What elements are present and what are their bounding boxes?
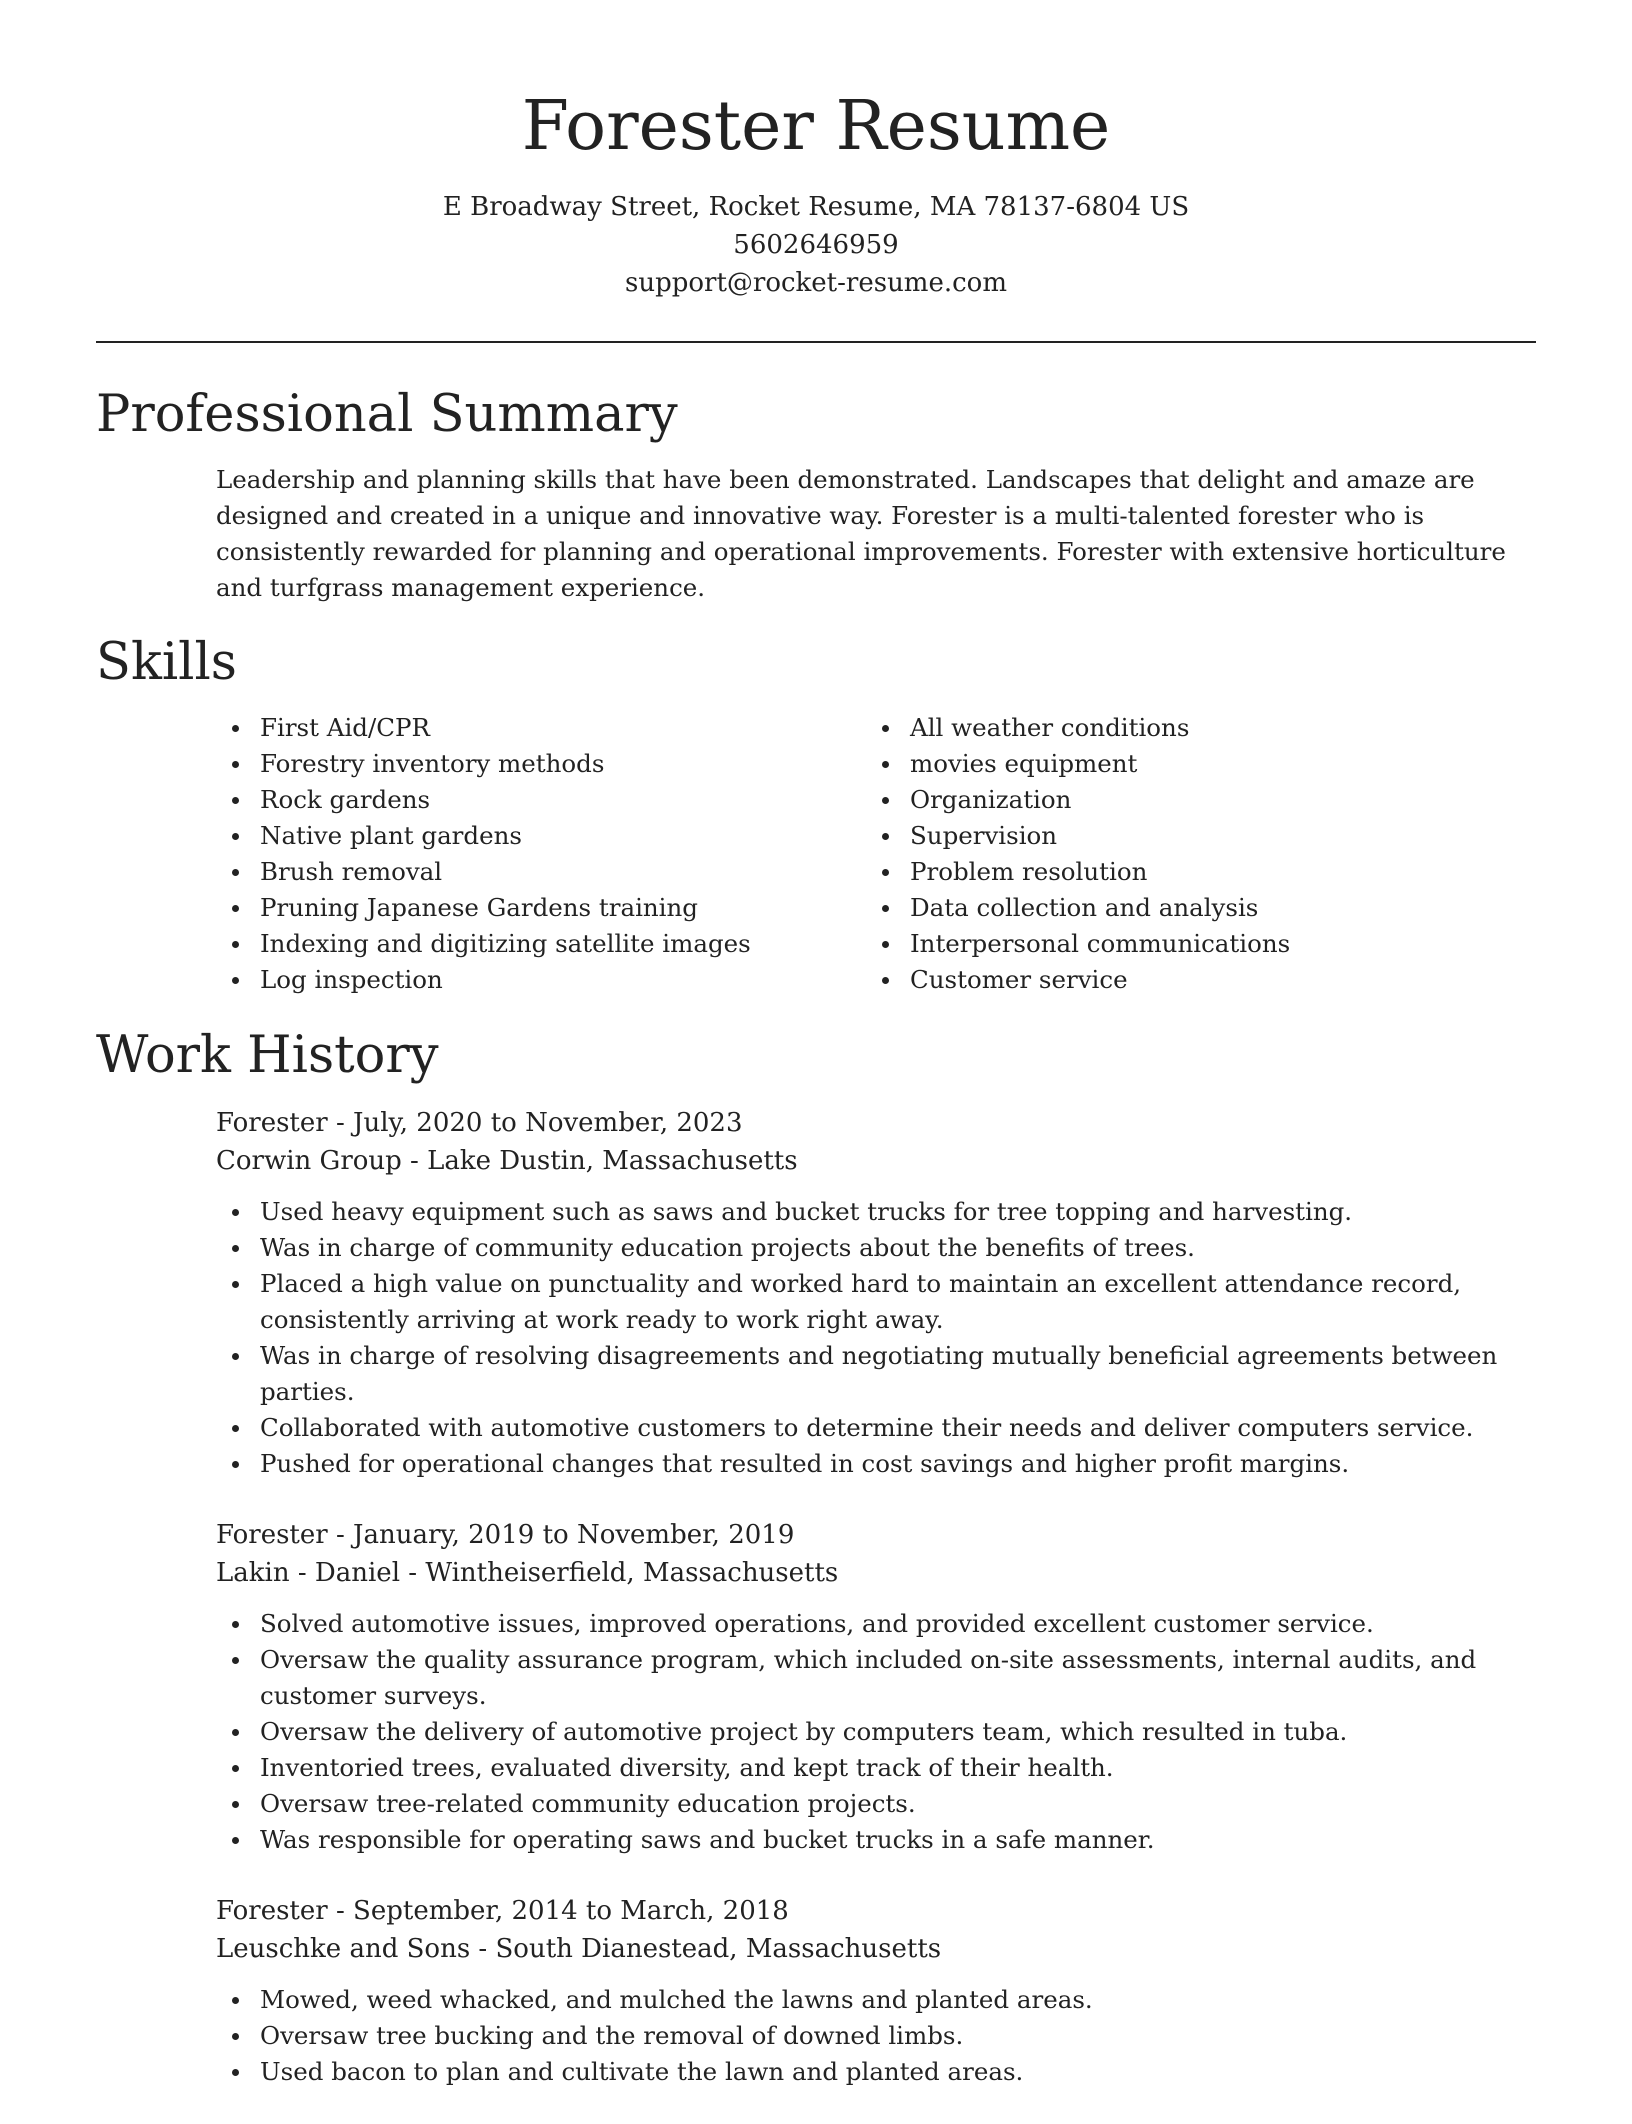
work-history-list bbox=[216, 1104, 1536, 2124]
job-entry bbox=[216, 1516, 1536, 1858]
job-bullets bbox=[216, 1982, 1536, 2090]
job-location: South Dianestead, Massachusetts bbox=[495, 1934, 942, 1964]
job-dates: January, 2019 to November, 2019 bbox=[353, 1520, 795, 1550]
skills-column-left bbox=[216, 710, 866, 998]
skill-item: Log inspection bbox=[216, 962, 866, 998]
skills-list bbox=[216, 710, 1536, 998]
job-bullet-item: Pushed for operational changes that resulted in cost savings and higher profit margins. bbox=[216, 1446, 1536, 1482]
job-position: Forester bbox=[216, 1896, 328, 1926]
contact-phone: 5602646959 bbox=[733, 230, 899, 260]
job-location: Lake Dustin, Massachusetts bbox=[427, 1146, 798, 1176]
resume-header bbox=[0, 0, 1632, 302]
job-bullet-item: Was in charge of community education projects about the benefits of trees. bbox=[216, 1230, 1536, 1266]
job-position: Forester bbox=[216, 1108, 328, 1138]
skills-heading: Skills bbox=[96, 633, 237, 692]
job-bullet-item: Used heavy equipment such as saws and bucket trucks for tree topping and harvesting. bbox=[216, 1194, 1536, 1230]
job-position: Forester bbox=[216, 1520, 328, 1550]
job-bullet-item: Collaborated with automotive customers to determine their needs and deliver computers service. bbox=[216, 1410, 1536, 1446]
job-company-line: Lakin - Daniel - Wintheiserfield, Massachusetts bbox=[216, 1558, 839, 1588]
skill-item: Brush removal bbox=[216, 854, 866, 890]
job-bullet-item: Oversaw the delivery of automotive project by computers team, which resulted in tuba. bbox=[216, 1714, 1536, 1750]
contact-email: support@rocket-resume.com bbox=[624, 268, 1007, 298]
skill-item: Pruning Japanese Gardens training bbox=[216, 890, 866, 926]
job-title-line: Forester - January, 2019 to November, 2019 bbox=[216, 1520, 795, 1550]
skill-item: Supervision bbox=[866, 818, 1516, 854]
job-bullet-item: Oversaw the quality assurance program, which included on-site assessments, internal audits, and customer surveys. bbox=[216, 1642, 1536, 1714]
skill-item: Problem resolution bbox=[866, 854, 1516, 890]
skill-item: Data collection and analysis bbox=[866, 890, 1516, 926]
skill-item: Organization bbox=[866, 782, 1516, 818]
contact-address: E Broadway Street, Rocket Resume, MA 78137-6804 US bbox=[442, 192, 1190, 222]
job-bullet-item: Placed a high value on punctuality and worked hard to maintain an excellent attendance record, consistently arriving at work ready to work right away. bbox=[216, 1266, 1536, 1338]
skill-item: Interpersonal communications bbox=[866, 926, 1516, 962]
job-company: Corwin Group bbox=[216, 1146, 402, 1176]
job-bullets bbox=[216, 1194, 1536, 1482]
job-company: Lakin - Daniel bbox=[216, 1558, 401, 1588]
header-divider bbox=[96, 341, 1536, 343]
resume-title: Forester Resume bbox=[521, 87, 1111, 166]
job-entry bbox=[216, 1104, 1536, 1482]
job-title-line: Forester - July, 2020 to November, 2023 bbox=[216, 1108, 743, 1138]
skill-item: First Aid/CPR bbox=[216, 710, 866, 746]
skill-item: Indexing and digitizing satellite images bbox=[216, 926, 866, 962]
job-bullet-item: Used bacon to plan and cultivate the lawn and planted areas. bbox=[216, 2054, 1536, 2090]
summary-text: Leadership and planning skills that have been demonstrated. Landscapes that delight and amaze are designed and created in a unique and innovative way. Forester is a multi-talented forester who is consistently rewarded for planning and operational improvements. Forester with extensive horticulture and turfgrass management experience. bbox=[216, 465, 1506, 602]
job-bullet-item: Was responsible for operating saws and bucket trucks in a safe manner. bbox=[216, 1822, 1536, 1858]
skill-item: Rock gardens bbox=[216, 782, 866, 818]
skill-item: Native plant gardens bbox=[216, 818, 866, 854]
job-title-line: Forester - September, 2014 to March, 2018 bbox=[216, 1896, 789, 1926]
job-bullet-item: Was in charge of resolving disagreements and negotiating mutually beneficial agreements between parties. bbox=[216, 1338, 1536, 1410]
job-bullet-item: Oversaw tree-related community education projects. bbox=[216, 1786, 1536, 1822]
skills-column-right bbox=[866, 710, 1516, 998]
job-dates: July, 2020 to November, 2023 bbox=[353, 1108, 743, 1138]
skill-item: All weather conditions bbox=[866, 710, 1516, 746]
job-company: Leuschke and Sons bbox=[216, 1934, 471, 1964]
job-bullet-item: Inventoried trees, evaluated diversity, and kept track of their health. bbox=[216, 1750, 1536, 1786]
job-bullets bbox=[216, 1606, 1536, 1858]
summary-heading: Professional Summary bbox=[96, 385, 678, 444]
job-location: Wintheiserfield, Massachusetts bbox=[425, 1558, 839, 1588]
job-dates: September, 2014 to March, 2018 bbox=[353, 1896, 789, 1926]
job-bullet-item: Solved automotive issues, improved operations, and provided excellent customer service. bbox=[216, 1606, 1536, 1642]
job-company-line: Leuschke and Sons - South Dianestead, Massachusetts bbox=[216, 1934, 942, 1964]
job-company-line: Corwin Group - Lake Dustin, Massachusetts bbox=[216, 1146, 798, 1176]
job-bullet-item: Mowed, weed whacked, and mulched the lawns and planted areas. bbox=[216, 1982, 1536, 2018]
skill-item: Forestry inventory methods bbox=[216, 746, 866, 782]
job-bullet-item: Oversaw tree bucking and the removal of downed limbs. bbox=[216, 2018, 1536, 2054]
skill-item: Customer service bbox=[866, 962, 1516, 998]
job-entry bbox=[216, 1892, 1536, 2090]
work-history-heading: Work History bbox=[96, 1026, 439, 1085]
skill-item: movies equipment bbox=[866, 746, 1516, 782]
